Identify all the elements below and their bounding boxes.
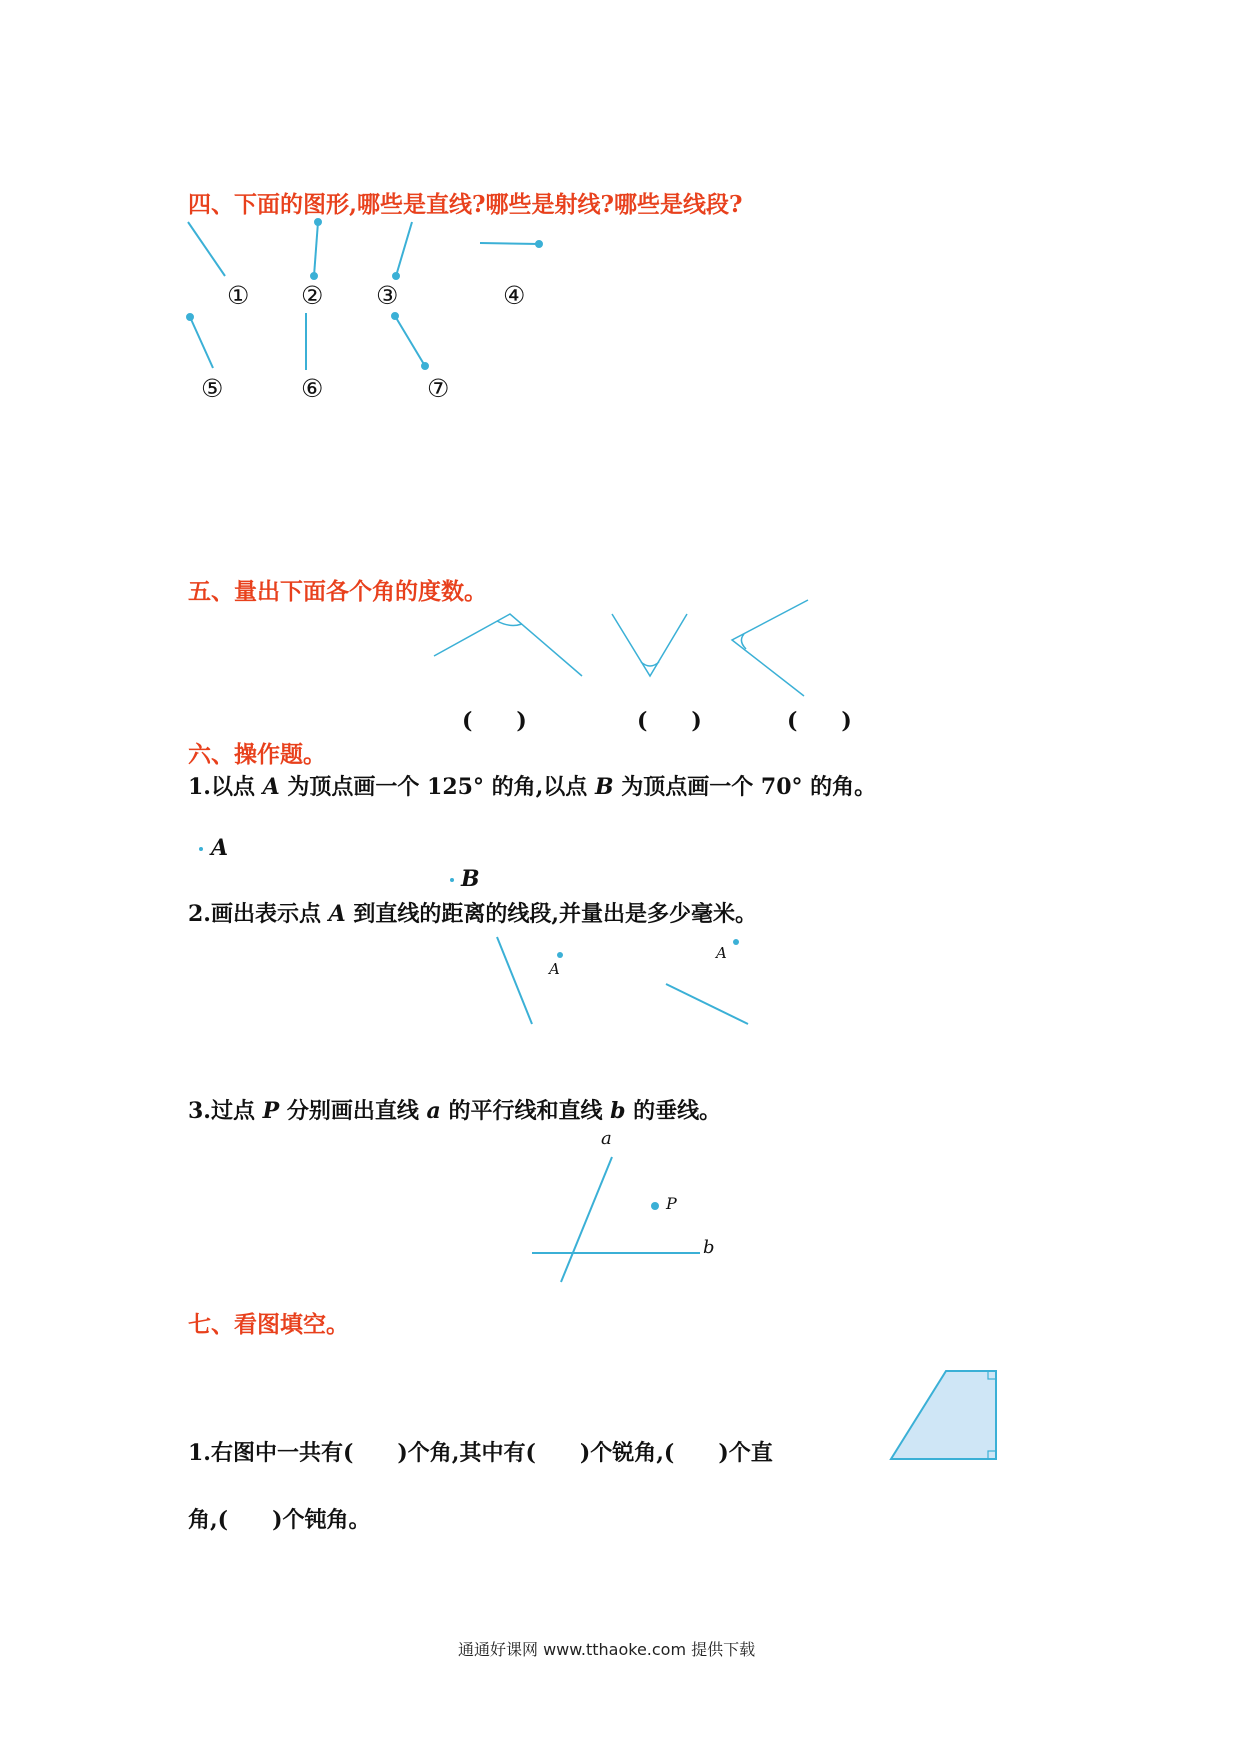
line-b-label: b xyxy=(703,1237,715,1258)
point-a-dot xyxy=(199,847,203,851)
q6-3-line-a: a xyxy=(426,1098,441,1124)
q6-2-text xyxy=(188,897,757,928)
q6-3-point-p: P xyxy=(262,1098,280,1124)
point-a-label: A xyxy=(211,835,229,861)
angle-1 xyxy=(434,614,582,676)
angle-3 xyxy=(732,600,808,696)
q6-2-prefix: 2.画出表示点 xyxy=(188,901,329,927)
segment-7-endpoint-b xyxy=(422,363,428,369)
q6-3-mid1: 分别画出直线 xyxy=(279,1098,427,1124)
q6-1-point-b: B xyxy=(594,774,614,800)
q2-line-2 xyxy=(666,984,748,1024)
q6-1-mid1: 为顶点画一个 125° 的角,以点 xyxy=(279,774,595,800)
ray-2-endpoint xyxy=(315,219,321,225)
q7-1-line1: 1.右图中一共有( )个角,其中有( )个锐角,( )个直 xyxy=(188,1440,773,1466)
q6-3-prefix: 3.过点 xyxy=(188,1098,263,1124)
section-7-heading: 七、看图填空。 xyxy=(188,1311,349,1338)
q7-1-line2: 角,( )个钝角。 xyxy=(188,1507,371,1533)
ray-3 xyxy=(396,222,412,276)
q6-3-line-b: b xyxy=(610,1098,626,1124)
trapezoid xyxy=(891,1371,996,1459)
q6-1-mid2: 为顶点画一个 70° 的角。 xyxy=(613,774,877,800)
label-7: ⑦ xyxy=(427,374,450,403)
label-3: ③ xyxy=(376,281,399,310)
point-b-label: B xyxy=(461,866,480,892)
segment-7-endpoint-a xyxy=(392,313,398,319)
q2-point-a1 xyxy=(557,952,563,958)
section-4-heading: 四、下面的图形,哪些是直线?哪些是射线?哪些是线段? xyxy=(188,191,743,218)
ray-4 xyxy=(480,243,539,244)
label-5: ⑤ xyxy=(201,374,224,403)
q6-3-text xyxy=(188,1094,721,1125)
line-1 xyxy=(188,222,225,276)
q6-3-suffix: 的垂线。 xyxy=(625,1098,722,1124)
label-4: ④ xyxy=(503,281,526,310)
q2-point-a2-label: A xyxy=(716,944,727,962)
section-6-heading: 六、操作题。 xyxy=(188,741,326,768)
angle-3-blank: ( ) xyxy=(787,708,852,734)
segment-7 xyxy=(395,316,425,366)
label-1: ① xyxy=(227,281,250,310)
angle-2-blank: ( ) xyxy=(637,708,702,734)
label-2: ② xyxy=(301,281,324,310)
q6-1-prefix: 1.以点 xyxy=(188,774,263,800)
q2-line-1 xyxy=(497,937,532,1024)
line-a-label: a xyxy=(601,1128,612,1149)
angle-3-arc xyxy=(741,634,746,649)
q6-1-point-a: A xyxy=(262,774,280,800)
point-p-label: P xyxy=(666,1194,677,1213)
ray-5-endpoint xyxy=(187,314,193,320)
section-5-heading: 五、量出下面各个角的度数。 xyxy=(188,578,487,605)
q2-point-a2 xyxy=(733,939,739,945)
line-a xyxy=(561,1157,612,1282)
angle-1-blank: ( ) xyxy=(462,708,527,734)
ray-2 xyxy=(314,222,318,276)
q6-2-point-a: A xyxy=(328,901,346,927)
ray-2-endpoint-b xyxy=(311,273,317,279)
q6-3-mid2: 的平行线和直线 xyxy=(440,1098,611,1124)
q2-point-a1-label: A xyxy=(549,960,560,978)
q6-1-text xyxy=(188,770,876,801)
label-6: ⑥ xyxy=(301,374,324,403)
point-b-dot xyxy=(450,878,454,882)
point-p-dot xyxy=(651,1202,659,1210)
footer-text: 通通好课网 www.tthaoke.com 提供下载 xyxy=(458,1640,756,1659)
ray-3-endpoint xyxy=(393,273,399,279)
ray-5 xyxy=(190,317,213,368)
ray-4-endpoint xyxy=(536,241,542,247)
q6-2-suffix: 到直线的距离的线段,并量出是多少毫米。 xyxy=(345,901,758,927)
